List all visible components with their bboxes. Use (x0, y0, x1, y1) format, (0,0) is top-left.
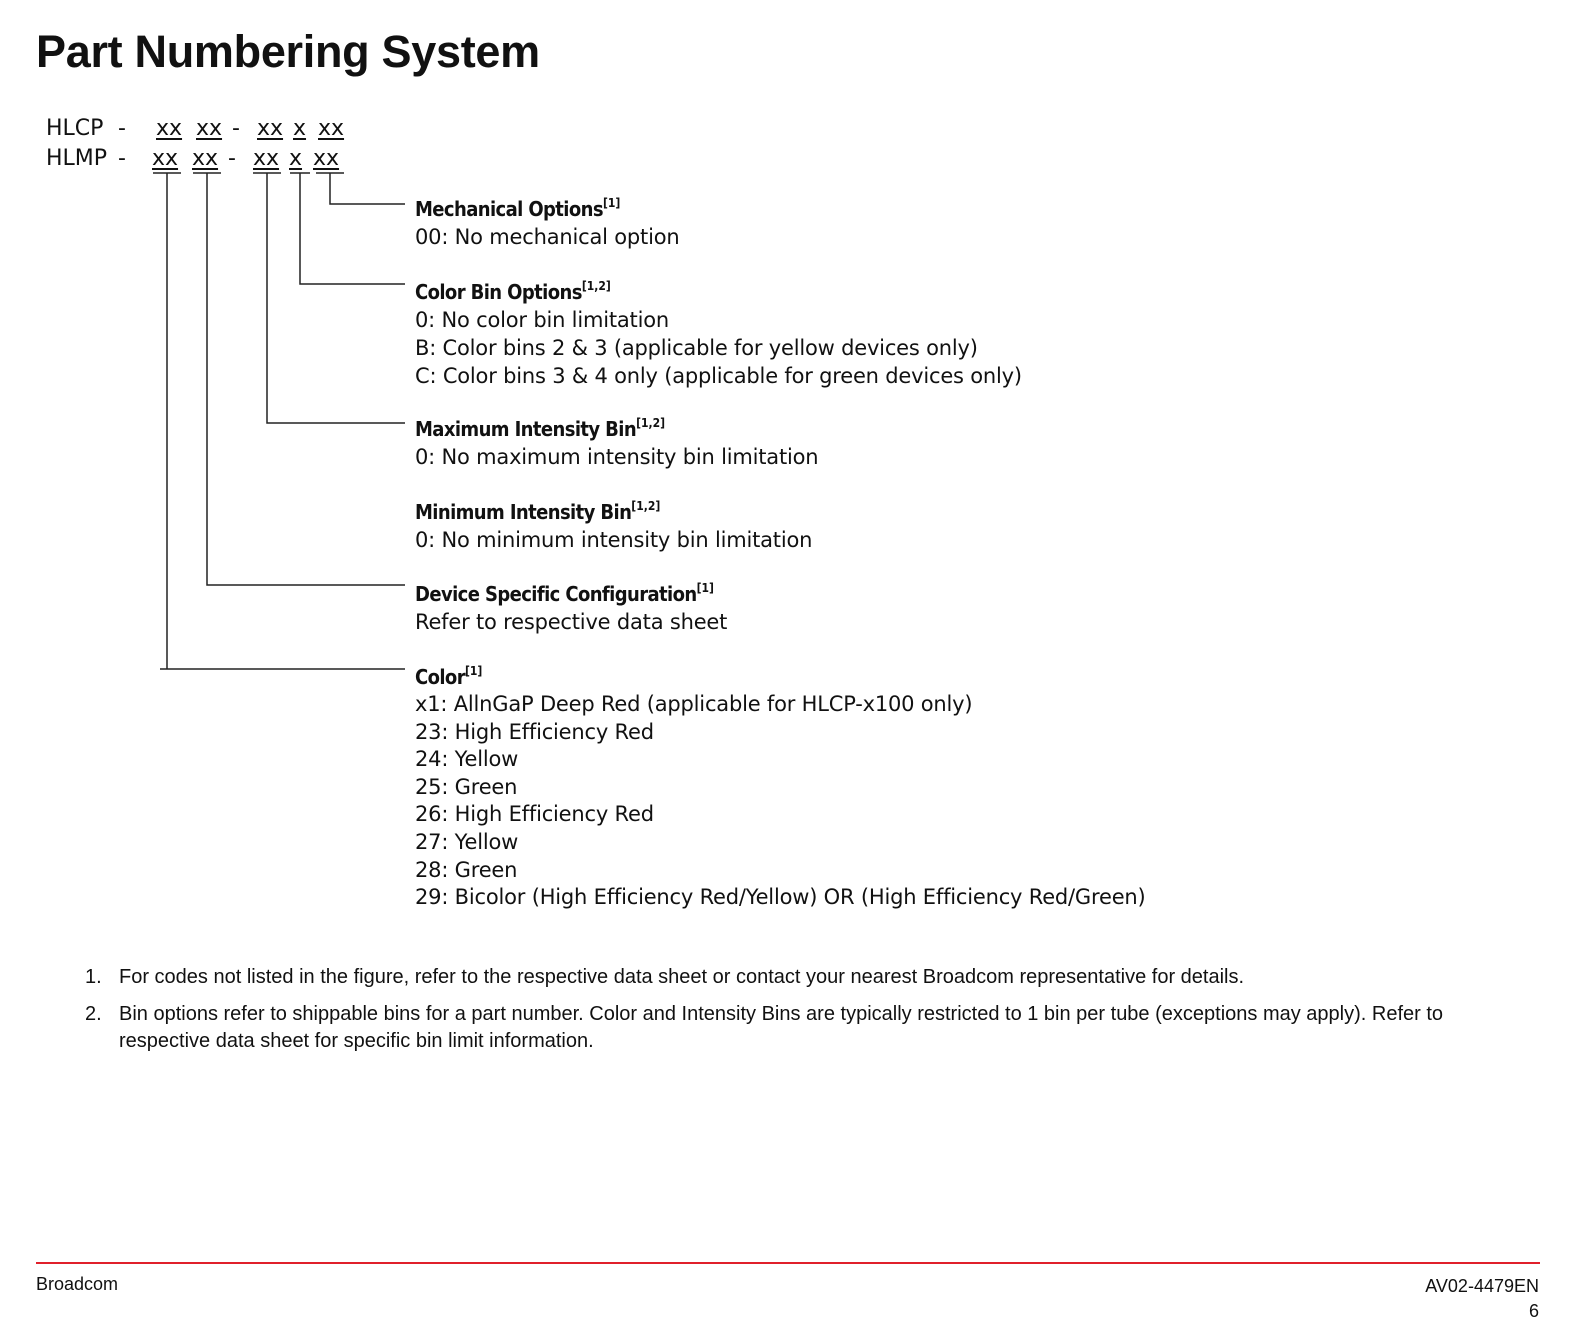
pn-group-color-bin: x (293, 116, 307, 141)
footer-rule (36, 1262, 1540, 1264)
footer-company: Broadcom (36, 1274, 119, 1294)
device-specific-configuration (415, 574, 727, 636)
pn-separator: - (228, 146, 236, 171)
pn-group-device-config: xx (196, 116, 223, 141)
option-line: 29: Bicolor (High Efficiency Red/Yellow) OR (High Efficiency Red/Green) (415, 885, 1146, 910)
option-heading: Minimum Intensity Bin[1,2] (415, 499, 661, 524)
option-line: 0: No minimum intensity bin limitation (415, 528, 813, 552)
option-line: 27: Yellow (415, 829, 519, 854)
connector-color (153, 173, 405, 669)
option-heading: Maximum Intensity Bin[1,2] (415, 416, 666, 441)
pn-group-mechanical: xx (313, 146, 340, 171)
pn-group-color: xx (152, 146, 179, 171)
pn-group-intensity: xx (257, 116, 284, 141)
option-line: 26: High Efficiency Red (415, 802, 654, 827)
option-line: 24: Yellow (415, 747, 519, 772)
footnote-text: Bin options refer to shippable bins for a part number. Color and Intensity Bins are typically restricted to 1 bin per tube (exceptions may apply). Refer to respective data sheet for specific bin limit information. (119, 1003, 1444, 1052)
pn-group-color-bin: x (289, 146, 303, 171)
minimum-intensity-bin (415, 492, 812, 554)
footer-page-number: 6 (1528, 1301, 1539, 1321)
pn-separator: - (118, 146, 126, 171)
footnotes (85, 964, 1539, 1065)
connector-device-config (193, 173, 405, 585)
color-bin-options (415, 272, 1022, 390)
pn-separator: - (232, 116, 240, 141)
option-heading: Color[1] (415, 664, 483, 689)
footnote-text: For codes not listed in the figure, refer to the respective data sheet or contact your nearest Broadcom representative for details. (119, 966, 1245, 988)
pn-prefix: HLMP (46, 146, 108, 171)
connector-mechanical (316, 173, 405, 204)
pn-prefix: HLCP (46, 116, 104, 141)
option-line: 28: Green (415, 857, 518, 882)
footnote-number: 2. (85, 1003, 102, 1025)
connector-max-intensity (253, 173, 405, 423)
option-line: 00: No mechanical option (415, 225, 680, 249)
footnote-number: 1. (85, 966, 102, 988)
option-line: 0: No color bin limitation (415, 308, 669, 332)
option-line: C: Color bins 3 & 4 only (applicable for green devices only) (415, 364, 1022, 388)
option-heading: Mechanical Options[1] (415, 196, 621, 221)
option-heading: Device Specific Configuration[1] (415, 581, 714, 606)
mechanical-options (415, 189, 679, 251)
page-title: Part Numbering System (36, 26, 540, 77)
option-line: 23: High Efficiency Red (415, 719, 654, 744)
footer-info (1425, 1274, 1539, 1324)
pn-group-device-config: xx (192, 146, 219, 171)
option-heading: Color Bin Options[1,2] (415, 279, 611, 304)
option-line: 0: No maximum intensity bin limitation (415, 445, 819, 469)
footnote (85, 1001, 1539, 1055)
footer-doc-id: AV02-4479EN (1425, 1276, 1539, 1296)
pn-group-color: xx (156, 116, 183, 141)
footnote (85, 964, 1539, 991)
option-line: 25: Green (415, 774, 518, 799)
pn-group-mechanical: xx (318, 116, 345, 141)
option-line: x1: AllnGaP Deep Red (applicable for HLCP-x100 only) (415, 692, 973, 716)
maximum-intensity-bin (415, 409, 818, 471)
color-options (415, 657, 1146, 912)
option-line: B: Color bins 2 & 3 (applicable for yellow devices only) (415, 336, 978, 360)
option-line: Refer to respective data sheet (415, 610, 728, 634)
pn-separator: - (118, 116, 126, 141)
connector-color-bin (290, 173, 405, 284)
pn-group-intensity: xx (253, 146, 280, 171)
